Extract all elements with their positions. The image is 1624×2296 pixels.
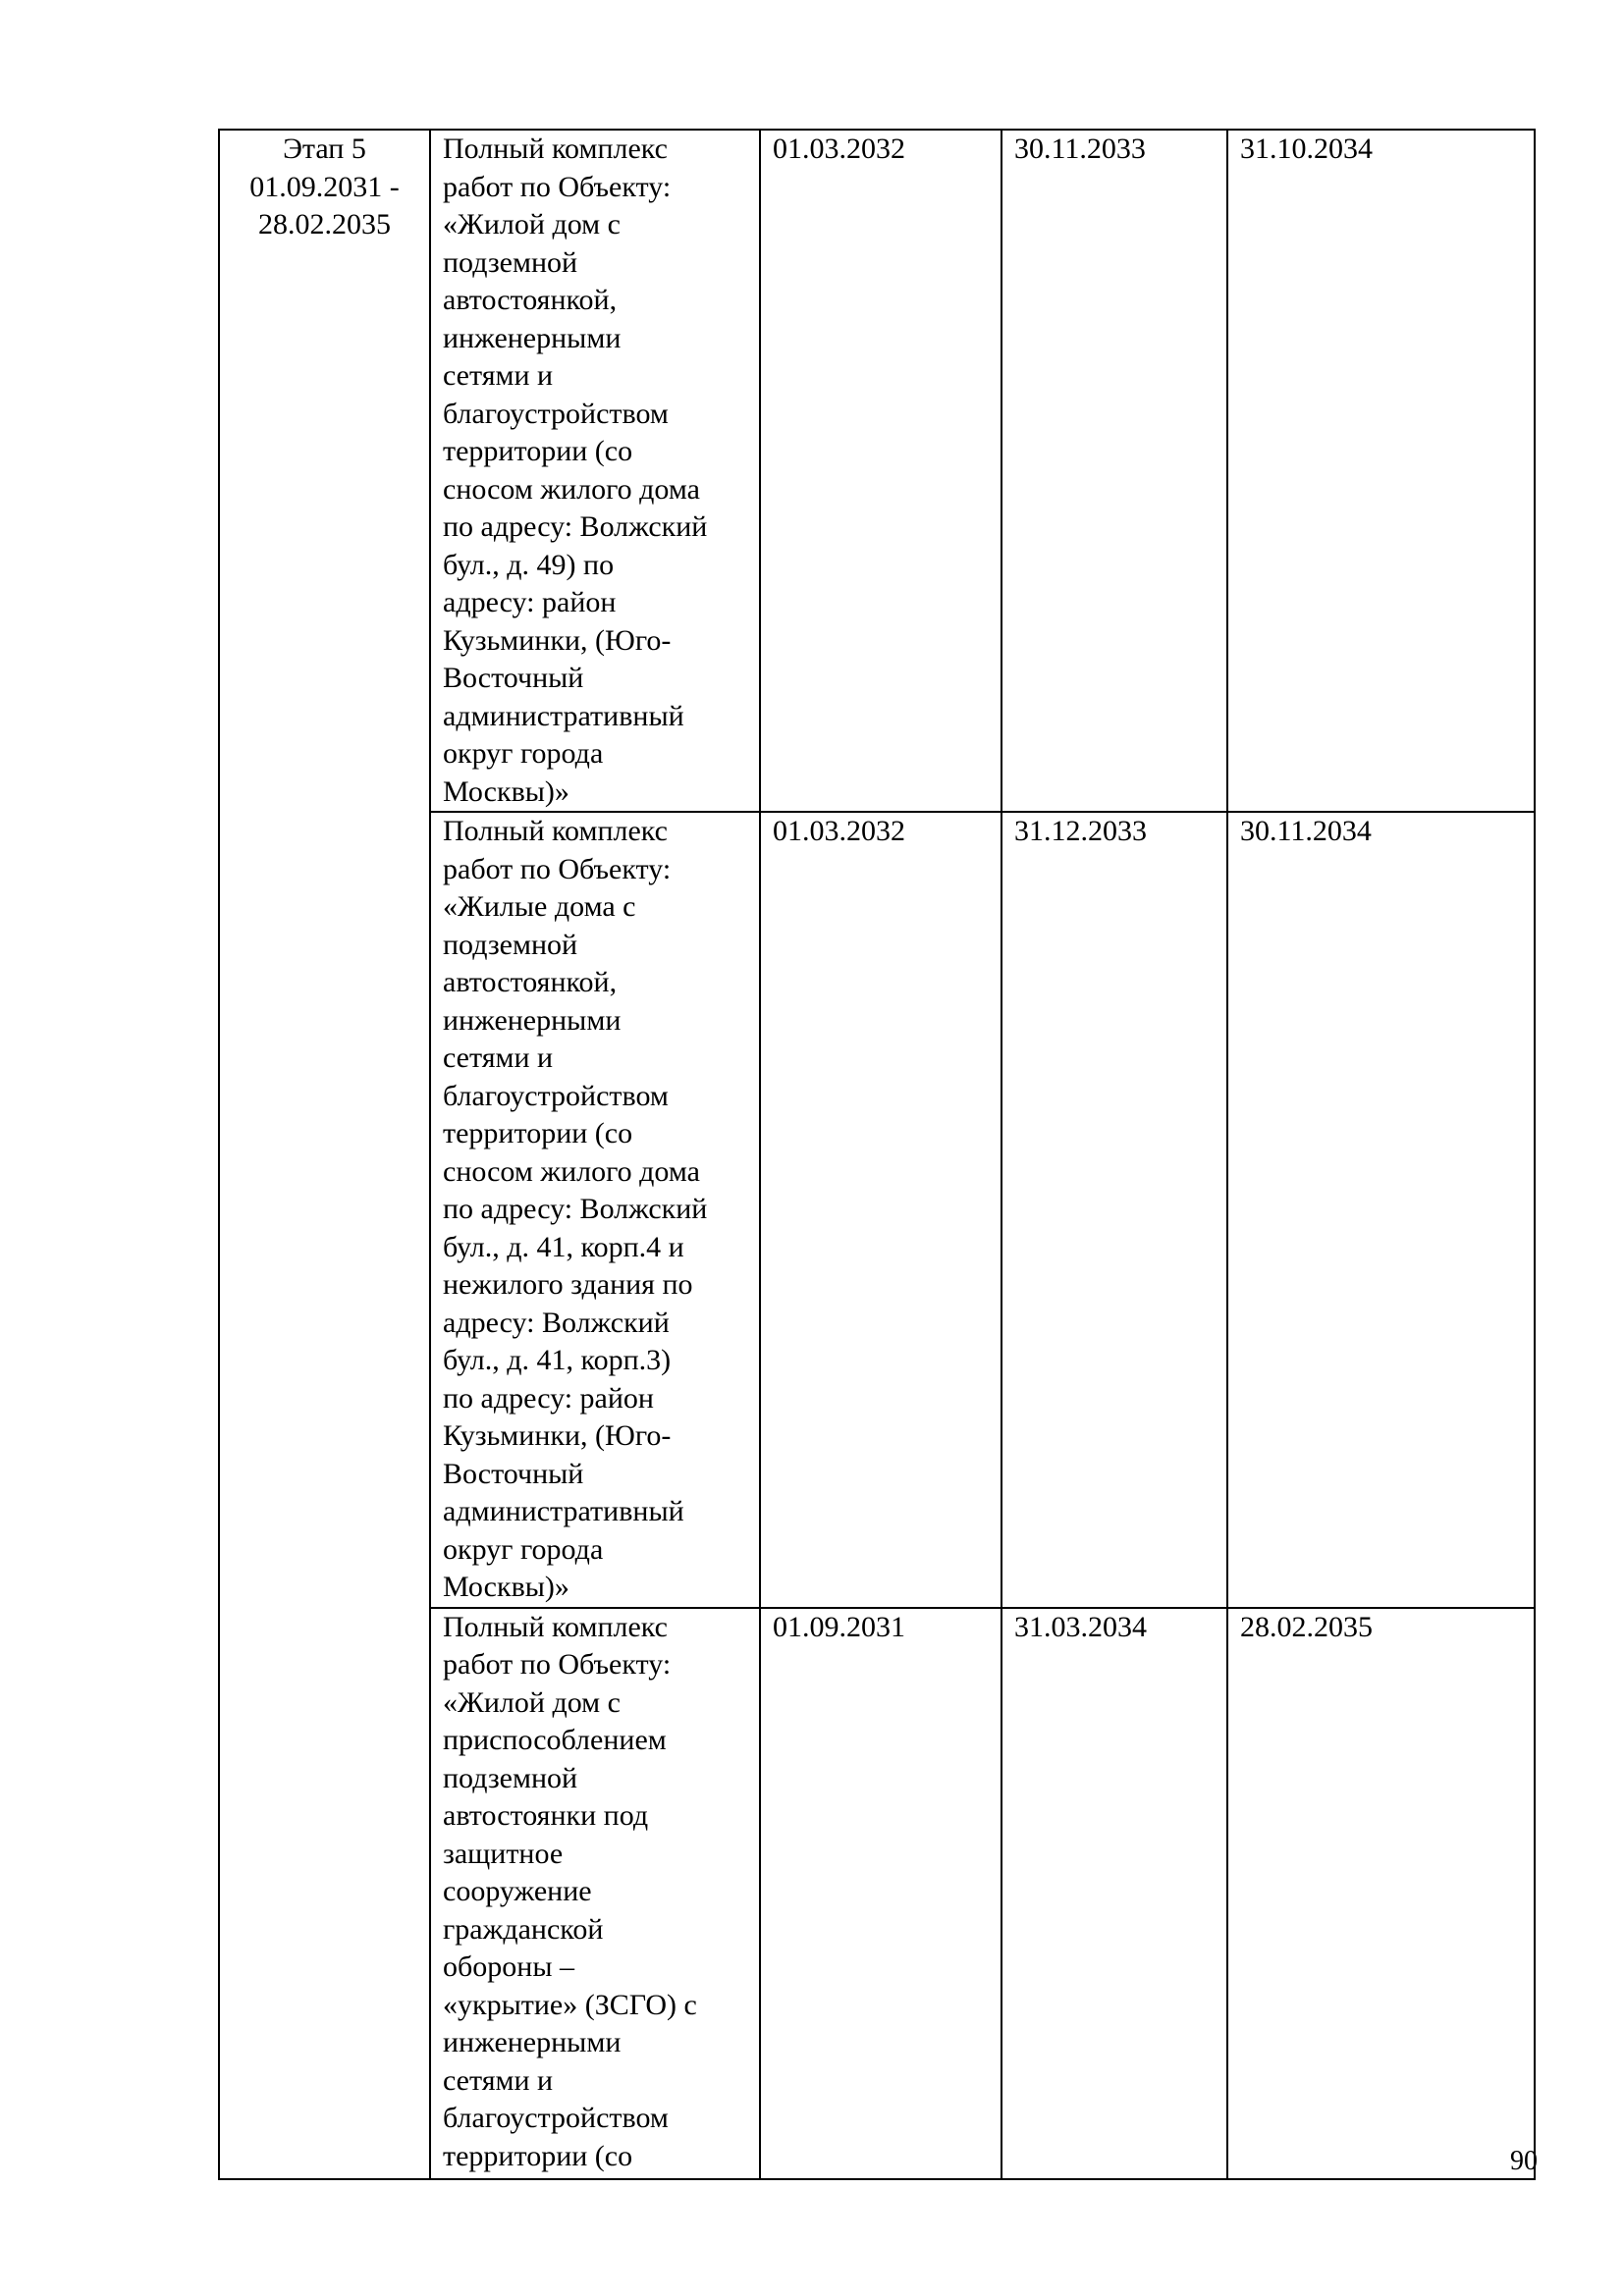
description-line: по адресу: район xyxy=(443,1381,654,1415)
stage-cell xyxy=(219,130,430,2179)
description-line: сетями и xyxy=(443,2063,554,2097)
object-description-cell xyxy=(430,812,760,1608)
date-cell-3: 30.11.2034 xyxy=(1227,812,1535,1608)
description-line: работ по Объекту: xyxy=(443,852,672,885)
description-line: автостоянкой, xyxy=(443,284,618,316)
description-line: благоустройством xyxy=(443,397,669,430)
date-cell-3: 31.10.2034 xyxy=(1227,130,1535,812)
description-line: Восточный xyxy=(443,662,584,694)
description-line: благоустройством xyxy=(443,2102,669,2134)
description-line: территории (со xyxy=(443,1117,633,1149)
stage-end-date: 28.02.2035 xyxy=(258,208,391,240)
description-line: нежилого здания по xyxy=(443,1268,693,1301)
stage-start-date: 01.09.2031 - xyxy=(249,170,400,203)
date-cell-2: 31.03.2034 xyxy=(1001,1608,1227,2179)
description-line: автостоянкой, xyxy=(443,966,618,998)
schedule-table xyxy=(218,129,1536,2180)
object-description-cell xyxy=(430,130,760,812)
description-line: «Жилой дом с xyxy=(443,1685,621,1719)
description-line: по адресу: Волжский xyxy=(443,1193,708,1225)
description-line: Полный комплекс xyxy=(443,1610,668,1643)
description-line: сносом жилого дома xyxy=(443,472,700,506)
description-line: Восточный xyxy=(443,1457,584,1490)
object-description xyxy=(443,813,747,1607)
description-line: территории (со xyxy=(443,2139,633,2172)
description-line: округ города xyxy=(443,1532,604,1566)
description-line: Полный комплекс xyxy=(443,133,668,165)
date-cell-1: 01.09.2031 xyxy=(760,1608,1001,2179)
description-line: округ города xyxy=(443,737,604,770)
description-line: бул., д. 41, корп.3) xyxy=(443,1344,672,1376)
description-line: гражданской xyxy=(443,1912,604,1946)
description-line: благоустройством xyxy=(443,1079,669,1112)
date-cell-1: 01.03.2032 xyxy=(760,812,1001,1608)
description-line: инженерными xyxy=(443,1003,622,1037)
description-line: бул., д. 49) по xyxy=(443,548,615,581)
description-line: работ по Объекту: xyxy=(443,170,672,203)
description-line: сетями и xyxy=(443,1041,554,1074)
description-line: территории (со xyxy=(443,435,633,467)
date-cell-2: 31.12.2033 xyxy=(1001,812,1227,1608)
date-cell-3: 28.02.2035 xyxy=(1227,1608,1535,2179)
description-line: Москвы)» xyxy=(443,774,569,808)
description-line: инженерными xyxy=(443,321,622,354)
description-line: сносом жилого дома xyxy=(443,1154,700,1188)
description-line: работ по Объекту: xyxy=(443,1648,672,1681)
description-line: Полный комплекс xyxy=(443,815,668,847)
date-cell-2: 30.11.2033 xyxy=(1001,130,1227,812)
description-line: подземной xyxy=(443,1761,578,1794)
object-description xyxy=(443,1609,747,2176)
description-line: Кузьминки, (Юго- xyxy=(443,623,672,657)
description-line: сетями и xyxy=(443,359,554,392)
description-line: обороны – xyxy=(443,1950,574,1983)
object-description-cell xyxy=(430,1608,760,2179)
description-line: инженерными xyxy=(443,2026,622,2058)
date-cell-1: 01.03.2032 xyxy=(760,130,1001,812)
description-line: «Жилые дома с xyxy=(443,890,636,923)
description-line: адресу: Волжский xyxy=(443,1306,670,1339)
page-number: 90 xyxy=(1510,2146,1538,2176)
description-line: адресу: район xyxy=(443,586,617,618)
description-line: бул., д. 41, корп.4 и xyxy=(443,1230,684,1263)
description-line: подземной xyxy=(443,928,578,961)
description-line: «укрытие» (ЗСГО) с xyxy=(443,1988,697,2021)
description-line: Москвы)» xyxy=(443,1571,569,1603)
description-line: приспособлением xyxy=(443,1724,667,1756)
description-line: сооружение xyxy=(443,1875,592,1907)
description-line: защитное xyxy=(443,1837,564,1870)
description-line: автостоянки под xyxy=(443,1799,649,1832)
stage-title: Этап 5 xyxy=(283,133,366,165)
table-row xyxy=(219,130,1535,812)
description-line: административный xyxy=(443,699,684,732)
description-line: «Жилой дом с xyxy=(443,208,621,240)
description-line: подземной xyxy=(443,245,578,279)
object-description xyxy=(443,131,747,811)
description-line: административный xyxy=(443,1495,684,1527)
description-line: по адресу: Волжский xyxy=(443,510,708,543)
description-line: Кузьминки, (Юго- xyxy=(443,1419,672,1452)
